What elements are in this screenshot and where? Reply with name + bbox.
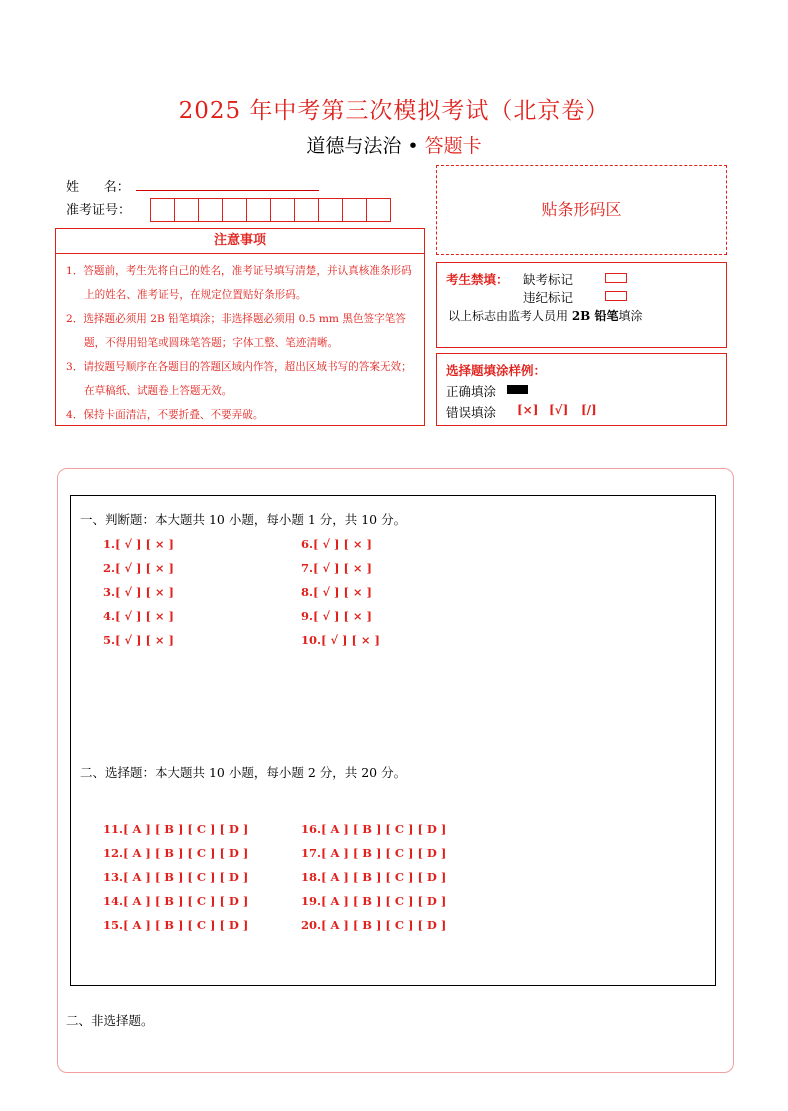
example-title: 选择题填涂样例： bbox=[446, 363, 547, 378]
id-cell[interactable] bbox=[318, 198, 343, 222]
id-label: 准考证号： bbox=[66, 203, 132, 218]
mc-question[interactable]: 20.[ A ] [ B ] [ C ] [ D ] bbox=[301, 918, 447, 932]
id-cell[interactable] bbox=[150, 198, 175, 222]
name-label: 姓 名： bbox=[66, 180, 130, 195]
id-cell[interactable] bbox=[366, 198, 391, 222]
absent-mark-box[interactable] bbox=[605, 273, 627, 283]
tf-question[interactable]: 7.[ √ ] [ × ] bbox=[301, 561, 372, 575]
forbid-label: 考生禁填： bbox=[446, 272, 509, 287]
notice-title: 注意事项 bbox=[56, 229, 424, 254]
mc-question[interactable]: 19.[ A ] [ B ] [ C ] [ D ] bbox=[301, 894, 447, 908]
violation-label: 违纪标记 bbox=[523, 290, 574, 305]
tf-question[interactable]: 1.[ √ ] [ × ] bbox=[103, 537, 174, 551]
tf-question[interactable]: 8.[ √ ] [ × ] bbox=[301, 585, 372, 599]
id-cell[interactable] bbox=[198, 198, 223, 222]
forbid-note bbox=[448, 307, 643, 324]
forbid-box bbox=[436, 262, 727, 348]
id-number-boxes[interactable] bbox=[150, 198, 390, 222]
tf-question[interactable]: 10.[ √ ] [ × ] bbox=[301, 633, 380, 647]
id-cell[interactable] bbox=[246, 198, 271, 222]
id-cell[interactable] bbox=[294, 198, 319, 222]
notice-item: 3．请按题号顺序在各题目的答题区域内作答，超出区域书写的答案无效；在草稿纸、试题卷上答题无效。 bbox=[66, 361, 412, 397]
mc-question[interactable]: 11.[ A ] [ B ] [ C ] [ D ] bbox=[103, 822, 249, 836]
wrong-mark-check: [√] bbox=[549, 403, 569, 417]
notice-item: 1．答题前，考生先将自己的姓名，准考证号填写清楚，并认真核准条形码上的姓名、准考证号，在规定位置贴好条形码。 bbox=[66, 265, 412, 301]
mc-question[interactable]: 16.[ A ] [ B ] [ C ] [ D ] bbox=[301, 822, 447, 836]
violation-mark-box[interactable] bbox=[605, 291, 627, 301]
mc-question[interactable]: 14.[ A ] [ B ] [ C ] [ D ] bbox=[103, 894, 249, 908]
mc-question[interactable]: 15.[ A ] [ B ] [ C ] [ D ] bbox=[103, 918, 249, 932]
notice-box bbox=[55, 228, 425, 426]
correct-label: 正确填涂 bbox=[446, 384, 497, 399]
id-cell[interactable] bbox=[342, 198, 367, 222]
tf-question[interactable]: 9.[ √ ] [ × ] bbox=[301, 609, 372, 623]
fill-example-box bbox=[436, 353, 727, 426]
absent-label: 缺考标记 bbox=[523, 272, 574, 287]
tf-question[interactable]: 5.[ √ ] [ × ] bbox=[103, 633, 174, 647]
mc-question[interactable]: 13.[ A ] [ B ] [ C ] [ D ] bbox=[103, 870, 249, 884]
card-type: 答题卡 bbox=[424, 135, 482, 157]
tf-question[interactable]: 2.[ √ ] [ × ] bbox=[103, 561, 174, 575]
page-title: 2025 年中考第三次模拟考试（北京卷） bbox=[178, 98, 610, 124]
id-cell[interactable] bbox=[222, 198, 247, 222]
name-field[interactable] bbox=[136, 189, 319, 191]
mc-question[interactable]: 18.[ A ] [ B ] [ C ] [ D ] bbox=[301, 870, 447, 884]
barcode-area: 贴条形码区 bbox=[436, 165, 727, 255]
section2-heading: 二、选择题：本大题共 10 小题，每小题 2 分，共 20 分。 bbox=[80, 765, 407, 780]
tf-question[interactable]: 3.[ √ ] [ × ] bbox=[103, 585, 174, 599]
tf-question[interactable]: 6.[ √ ] [ × ] bbox=[301, 537, 372, 551]
mc-question[interactable]: 12.[ A ] [ B ] [ C ] [ D ] bbox=[103, 846, 249, 860]
id-cell[interactable] bbox=[174, 198, 199, 222]
page-subtitle bbox=[0, 131, 788, 158]
note-bold: 2B 铅笔 bbox=[571, 309, 619, 323]
notice-list bbox=[56, 254, 424, 427]
wrong-label: 错误填涂 bbox=[446, 405, 497, 420]
notice-item: 4．保持卡面清洁，不要折叠、不要弄破。 bbox=[66, 409, 264, 421]
note-post: 填涂 bbox=[618, 309, 643, 323]
notice-item: 2．选择题必须用 2B 铅笔填涂；非选择题必须用 0.5 mm 黑色签字笔答题，不得用铅笔或圆珠笔答题；字体工整、笔迹清晰。 bbox=[66, 313, 406, 349]
section1-heading: 一、判断题：本大题共 10 小题，每小题 1 分，共 10 分。 bbox=[80, 512, 407, 527]
tf-question[interactable]: 4.[ √ ] [ × ] bbox=[103, 609, 174, 623]
mc-question[interactable]: 17.[ A ] [ B ] [ C ] [ D ] bbox=[301, 846, 447, 860]
note-pre: 以上标志由监考人员用 bbox=[448, 309, 572, 323]
subject-name: 道德与法治 • bbox=[306, 135, 425, 157]
section3-heading: 二、非选择题。 bbox=[66, 1013, 154, 1028]
filled-sample bbox=[507, 385, 528, 394]
wrong-mark-slash: [/] bbox=[581, 403, 597, 417]
id-cell[interactable] bbox=[270, 198, 295, 222]
wrong-mark-cross: [×] bbox=[517, 403, 539, 417]
